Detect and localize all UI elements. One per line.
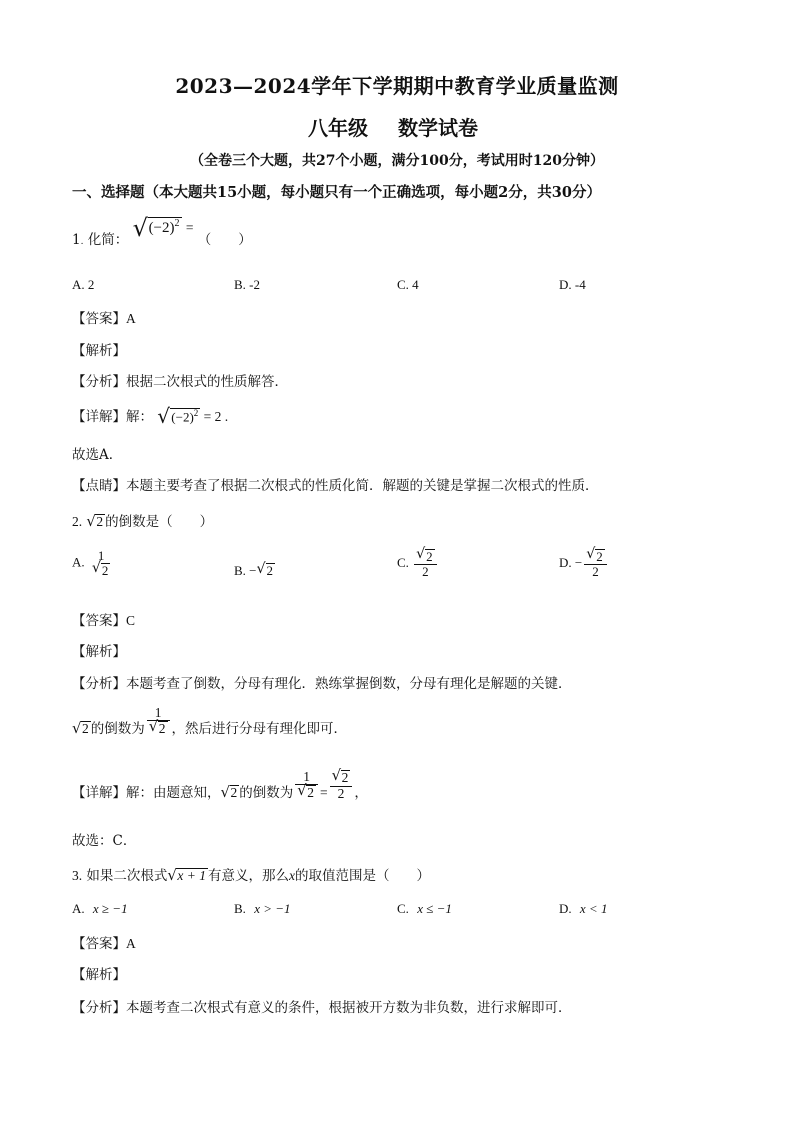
option-c	[397, 546, 439, 580]
equals-sign: =	[185, 220, 194, 235]
answer-tag: 【答案】	[72, 613, 126, 629]
option-label: D.	[559, 554, 572, 570]
text: ，	[354, 785, 368, 802]
question-number: 3.	[72, 868, 83, 883]
sqrt-expression: √ 2	[72, 719, 89, 738]
sqrt-expression: √ $(-2)^2$	[132, 214, 180, 242]
xiangjie-line	[72, 403, 229, 428]
answer-line	[72, 609, 135, 629]
question-mid: 有意义，那么	[208, 868, 290, 884]
numerator: 1	[154, 705, 162, 720]
sqrt-expression: √ 2	[256, 561, 274, 578]
option-label: C.	[397, 901, 409, 916]
text: 的倒数为	[90, 721, 145, 738]
option-label: A.	[72, 554, 85, 570]
radicand: x + 1	[177, 868, 207, 883]
analysis-tag: 【解析】	[72, 644, 126, 660]
answer-value: A	[126, 311, 136, 326]
option-d	[559, 546, 609, 580]
sqrt-expression: √ 2	[86, 512, 104, 530]
option-a	[72, 549, 114, 578]
sqrt-expression: √ 2	[220, 783, 238, 802]
xiangjie-tag: 【详解】	[72, 409, 126, 425]
answer-blank: （ ）	[197, 232, 252, 248]
fenxi-text: 根据二次根式的性质解答．	[126, 374, 288, 390]
option-c	[397, 901, 452, 917]
radicand: 2	[230, 785, 238, 801]
numerator: 1	[97, 548, 105, 563]
answer-line	[72, 932, 136, 952]
option-b	[234, 901, 291, 917]
fenxi-text: 本题考查二次根式有意义的条件，根据被开方数为非负数，进行求解即可．	[126, 1000, 572, 1016]
question-suffix: 的倒数是（ ）	[105, 514, 214, 530]
fenxi-line	[72, 672, 572, 692]
question-prefix: 化简：	[87, 232, 129, 248]
option-expression: x > −1	[254, 901, 291, 916]
option-d: D. -4	[559, 277, 586, 292]
question-1-stem	[72, 214, 252, 249]
question-number: 1	[72, 232, 81, 248]
radicand: 2	[82, 721, 89, 737]
denominator: 2	[414, 564, 437, 579]
fenxi-tag: 【分析】	[72, 1000, 126, 1016]
answer-value: C	[126, 613, 136, 628]
fenxi-line-2	[72, 706, 347, 737]
dianjing-line	[72, 474, 599, 494]
xiangjie-prefix: 解：	[126, 409, 153, 425]
option-b	[234, 563, 275, 579]
denominator: 2	[330, 786, 353, 801]
radicand: (−2)	[171, 409, 194, 424]
fraction: 1 √ 2	[147, 706, 170, 737]
question-3-stem	[72, 864, 430, 884]
denominator-radicand: 2	[307, 785, 314, 801]
section-heading: 一、选择题（本大题共15小题，每小题只有一个正确选项，每小题2分，共30分）	[72, 184, 601, 201]
radicand: 2	[96, 514, 104, 529]
fenxi-tag: 【分析】	[72, 676, 126, 692]
fenxi-tag: 【分析】	[72, 374, 126, 390]
denominator-radicand: 2	[101, 562, 109, 578]
option-label: C.	[397, 554, 409, 570]
option-c: C. 4	[397, 277, 419, 292]
question-2-stem	[72, 510, 213, 530]
answer-tag: 【答案】	[72, 311, 126, 327]
exam-title: 2023—2024学年下学期期中教育学业质量监测	[175, 74, 619, 98]
equals-sign: =	[320, 785, 328, 801]
conclusion: 故选A．	[72, 447, 123, 463]
numerator-radicand: 2	[596, 549, 603, 564]
fenxi-line	[72, 370, 288, 390]
xiangjie-prefix: 解：由题意知，	[126, 785, 221, 802]
analysis-tag: 【解析】	[72, 967, 126, 983]
radicand: (−2)	[148, 220, 175, 236]
denominator: 2	[584, 564, 607, 579]
sqrt-expression: √ $(-2)^2$	[157, 403, 199, 428]
denominator-radicand: 2	[158, 721, 166, 737]
exponent: 2	[174, 218, 180, 229]
option-expression: x < 1	[579, 901, 608, 916]
dianjing-text: 本题主要考查了根据二次根式的性质化简．解题的关键是掌握二次根式的性质．	[126, 478, 599, 494]
numerator: 1	[303, 769, 310, 784]
exponent: 2	[193, 407, 199, 418]
result: = 2 .	[200, 409, 229, 424]
question-dot: .	[80, 237, 84, 247]
radicand: 2	[266, 563, 274, 578]
option-expression: x ≥ −1	[92, 901, 128, 916]
answer-value: A	[126, 936, 136, 951]
numerator-radicand: 2	[426, 549, 433, 564]
text: 的倒数为	[239, 785, 294, 802]
question-suffix: 的取值范围是（ ）	[295, 868, 431, 884]
sign: −	[574, 554, 583, 570]
option-a: A. 2	[72, 277, 95, 292]
answer-line	[72, 307, 136, 327]
option-label: B.	[234, 563, 246, 578]
subject-label: 数学试卷	[398, 116, 478, 140]
option-d	[559, 901, 607, 917]
fenxi-line	[72, 996, 572, 1016]
variable: x	[289, 868, 296, 883]
sign: −	[249, 563, 257, 578]
dianjing-tag: 【点睛】	[72, 478, 126, 494]
fraction: 1 √ 2	[295, 770, 318, 801]
sqrt-expression: √ x + 1	[167, 866, 207, 884]
analysis-tag: 【解析】	[72, 343, 126, 359]
option-b: B. -2	[234, 277, 260, 292]
answer-tag: 【答案】	[72, 936, 126, 952]
fraction: √ 2 2	[584, 549, 607, 579]
option-label: D.	[559, 901, 572, 916]
grade-label: 八年级	[308, 116, 368, 140]
fraction: √ 2 2	[414, 549, 437, 579]
xiangjie-tag: 【详解】	[72, 785, 126, 802]
option-a	[72, 901, 128, 917]
numerator-radicand: 2	[341, 770, 349, 785]
fraction: √ 2 2	[330, 770, 353, 801]
option-label: B.	[234, 901, 246, 916]
fenxi-text: 本题考查了倒数，分母有理化．熟练掌握倒数，分母有理化是解题的关键．	[126, 676, 572, 692]
xiangjie-line	[72, 766, 368, 802]
conclusion: 故选：C．	[72, 833, 137, 849]
text: ，然后进行分母有理化即可．	[171, 721, 347, 738]
option-label: A.	[72, 901, 85, 916]
exam-note: （全卷三个大题，共27个小题，满分100分，考试用时120分钟）	[190, 153, 604, 169]
fraction: 1 √ 2	[90, 549, 113, 578]
question-prefix: 如果二次根式	[86, 868, 168, 884]
option-expression: x ≤ −1	[417, 901, 452, 916]
question-number: 2.	[72, 514, 83, 529]
